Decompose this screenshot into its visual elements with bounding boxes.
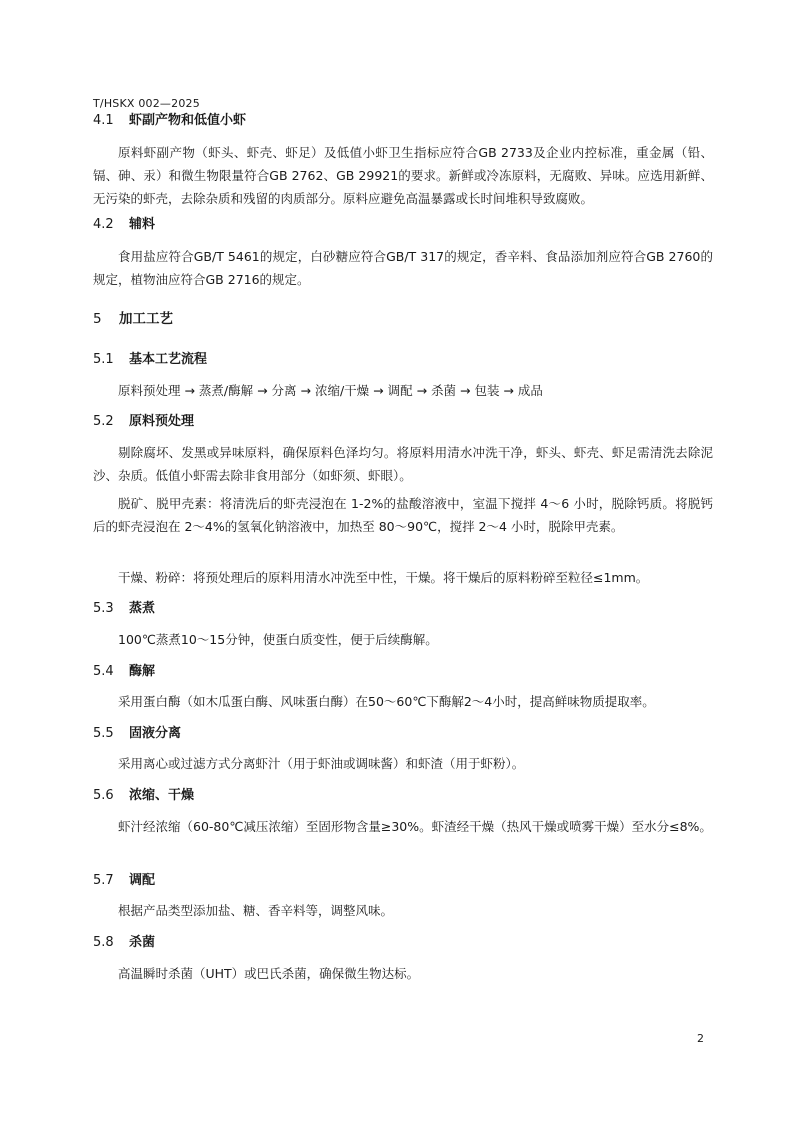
section-5-2-paragraph-1: 剔除腐坏、发黑或异味原料，确保原料色泽均匀。将原料用清水冲洗干净，虾头、虾壳、虾足需清洗去除泥沙、杂质。低值小虾需去除非食用部分（如虾须、虾眼）。 (93, 445, 713, 483)
chapter-title: 加工工艺 (119, 311, 173, 327)
process-flow: 原料预处理 → 蒸煮/酶解 → 分离 → 浓缩/干燥 → 调配 → 杀菌 → 包装 → 成品 (118, 383, 543, 398)
section-number: 5.4 (93, 664, 114, 679)
section-5-6-heading (93, 787, 713, 805)
section-number: 5.8 (93, 935, 114, 950)
section-5-7-paragraph: 根据产品类型添加盐、糖、香辛料等，调整风味。 (118, 903, 394, 918)
section-5-2-heading (93, 413, 713, 431)
section-5-3-heading (93, 600, 713, 618)
section-5-8-heading (93, 934, 713, 952)
section-title: 基本工艺流程 (129, 352, 208, 367)
chapter-5-heading (93, 310, 713, 328)
section-5-6-paragraph: 虾汁经浓缩（60-80℃减压浓缩）至固形物含量≥30%。虾渣经干燥（热风干燥或喷雾干燥）至水分≤8%。 (118, 819, 712, 834)
section-title: 固液分离 (129, 726, 182, 741)
section-5-3-paragraph: 100℃蒸煮10～15分钟，使蛋白质变性，便于后续酶解。 (118, 632, 438, 647)
section-number: 4.1 (93, 113, 114, 128)
section-5-2-paragraph-2: 脱矿、脱甲壳素：将清洗后的虾壳浸泡在 1-2%的盐酸溶液中，室温下搅拌 4～6 小时，脱除钙质。将脱钙后的虾壳浸泡在 2～4%的氢氧化钠溶液中，加热至 80～90℃，搅拌 2～4 小时，脱除甲壳素。 (93, 496, 713, 534)
section-5-2-paragraph-3: 干燥、粉碎：将预处理后的原料用清水冲洗至中性，干燥。将干燥后的原料粉碎至粒径≤1mm。 (118, 570, 649, 585)
page-number: 2 (697, 1032, 704, 1045)
section-title: 调配 (129, 873, 156, 888)
section-number: 5.3 (93, 601, 114, 616)
section-title: 原料预处理 (129, 414, 195, 429)
section-title: 浓缩、干燥 (129, 788, 195, 803)
section-5-8-paragraph: 高温瞬时杀菌（UHT）或巴氏杀菌，确保微生物达标。 (118, 966, 420, 981)
chapter-number: 5 (93, 311, 102, 327)
section-5-4-paragraph: 采用蛋白酶（如木瓜蛋白酶、风味蛋白酶）在50～60℃下酶解2～4小时，提高鲜味物质提取率。 (118, 694, 655, 709)
section-4-2-paragraph: 食用盐应符合GB/T 5461的规定，白砂糖应符合GB/T 317的规定，香辛料、食品添加剂应符合GB 2760的规定，植物油应符合GB 2716的规定。 (93, 249, 713, 287)
section-number: 5.2 (93, 414, 114, 429)
section-5-1-heading (93, 351, 713, 369)
section-title: 蒸煮 (129, 601, 156, 616)
document-code: T/HSKX 002—2025 (93, 97, 200, 110)
section-title: 虾副产物和低值小虾 (129, 113, 247, 128)
section-number: 4.2 (93, 217, 114, 232)
section-number: 5.1 (93, 352, 114, 367)
section-title: 酶解 (129, 664, 156, 679)
section-5-4-heading (93, 663, 713, 681)
section-4-2-heading (93, 216, 713, 234)
section-number: 5.5 (93, 726, 114, 741)
section-title: 辅料 (129, 217, 156, 232)
section-5-5-paragraph: 采用离心或过滤方式分离虾汁（用于虾油或调味酱）和虾渣（用于虾粉）。 (118, 756, 525, 771)
section-number: 5.7 (93, 873, 114, 888)
section-4-1-heading (93, 112, 713, 130)
section-number: 5.6 (93, 788, 114, 803)
section-5-7-heading (93, 872, 713, 890)
section-4-1-paragraph: 原料虾副产物（虾头、虾壳、虾足）及低值小虾卫生指标应符合GB 2733及企业内控标准，重金属（铅、镉、砷、汞）和微生物限量符合GB 2762、GB 29921的要求。新鲜或冷冻原料，无腐败、异味。应选用新鲜、无污染的虾壳，去除杂质和残留的肉质部分。原料应避免高温暴露或长时间堆积导致腐败。 (93, 145, 713, 206)
section-title: 杀菌 (129, 935, 156, 950)
section-5-5-heading (93, 725, 713, 743)
